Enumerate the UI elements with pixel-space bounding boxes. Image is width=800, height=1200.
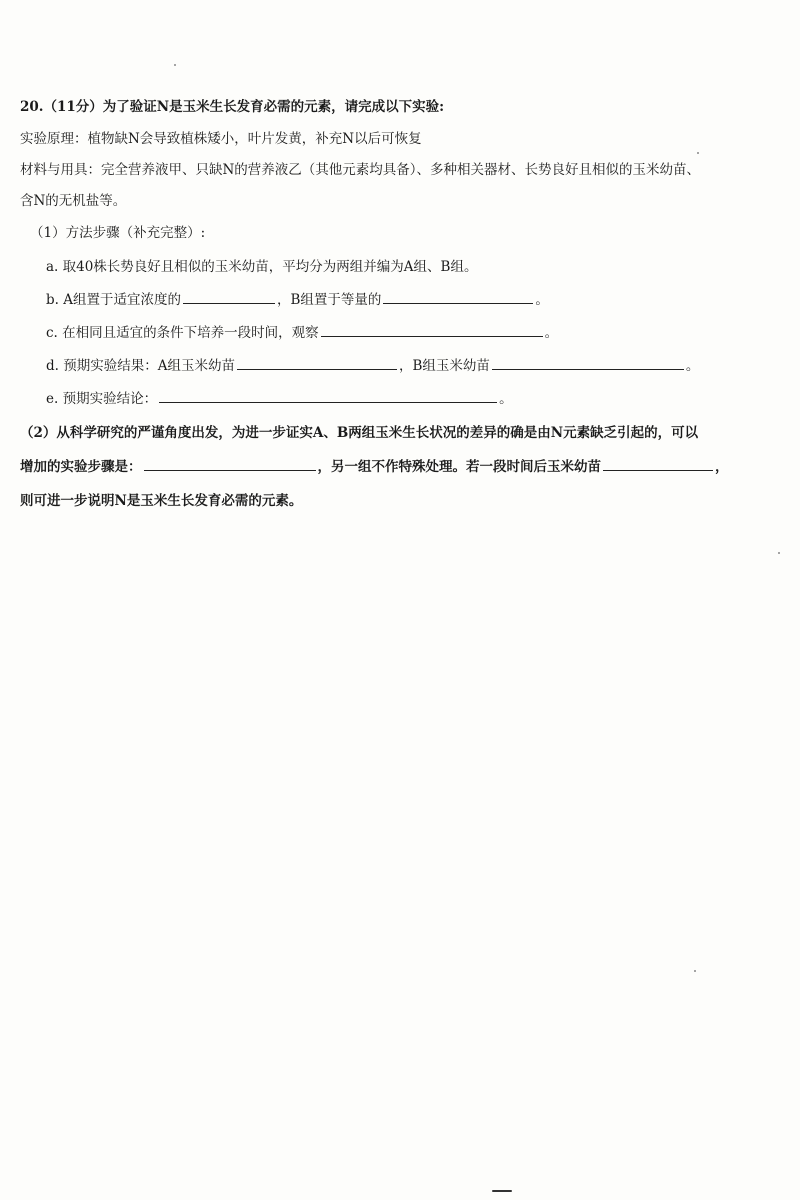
step-b-text-2: ，B组置于等量的 xyxy=(276,292,382,308)
step-b xyxy=(46,291,549,309)
step-d-text-2: ，B组玉米幼苗 xyxy=(398,358,490,374)
step-b-text-1: b. A组置于适宜浓度的 xyxy=(46,292,181,308)
part2-end: ， xyxy=(715,459,729,475)
scan-speck xyxy=(694,970,696,972)
answer-blank-b2[interactable] xyxy=(383,291,533,304)
step-b-end: 。 xyxy=(535,292,549,308)
answer-blank-part2-2[interactable] xyxy=(603,458,713,471)
page-footer-mark xyxy=(492,1190,512,1192)
step-c-end: 。 xyxy=(544,325,559,341)
scan-speck xyxy=(174,64,176,66)
materials-line-1: 材料与用具：完全营养液甲、只缺N的营养液乙（其他元素均具备）、多种相关器材、长势良好且相似的玉米幼苗、 xyxy=(20,162,701,178)
answer-blank-e[interactable] xyxy=(159,390,497,403)
step-c-text: c. 在相同且适宜的条件下培养一段时间，观察 xyxy=(46,325,319,341)
step-d-end: 。 xyxy=(685,358,700,374)
step-d xyxy=(46,357,699,375)
experiment-principle: 实验原理：植物缺N会导致植株矮小，叶片发黄，补充N以后可恢复 xyxy=(20,131,422,147)
part1-heading: （1）方法步骤（补充完整）: xyxy=(30,225,206,241)
answer-blank-d2[interactable] xyxy=(492,357,684,370)
answer-blank-c[interactable] xyxy=(321,324,543,337)
step-c xyxy=(46,324,558,342)
scan-speck xyxy=(778,552,780,554)
materials-line-2: 含N的无机盐等。 xyxy=(20,193,127,209)
part2-line-2 xyxy=(20,458,729,476)
scan-speck xyxy=(697,152,699,154)
step-a: a. 取40株长势良好且相似的玉米幼苗，平均分为两组并编为A组、B组。 xyxy=(46,259,478,275)
step-e xyxy=(46,390,513,408)
part2-line-3: 则可进一步说明N是玉米生长发育必需的元素。 xyxy=(20,493,303,509)
answer-blank-b1[interactable] xyxy=(183,291,275,304)
step-d-text-1: d. 预期实验结果：A组玉米幼苗 xyxy=(46,358,235,374)
part2-text-2: ，另一组不作特殊处理。若一段时间后玉米幼苗 xyxy=(317,459,601,475)
part2-line-1: （2）从科学研究的严谨角度出发，为进一步证实A、B两组玉米生长状况的差异的确是由N元素缺乏引起的，可以 xyxy=(20,425,699,441)
answer-blank-d1[interactable] xyxy=(237,357,397,370)
answer-blank-part2-1[interactable] xyxy=(144,458,316,471)
step-e-text: e. 预期实验结论： xyxy=(46,391,158,407)
step-e-end: 。 xyxy=(499,391,513,407)
part2-text-1: 增加的实验步骤是： xyxy=(20,459,142,475)
question-title: 20.（11分）为了验证N是玉米生长发育必需的元素，请完成以下实验: xyxy=(20,99,445,115)
